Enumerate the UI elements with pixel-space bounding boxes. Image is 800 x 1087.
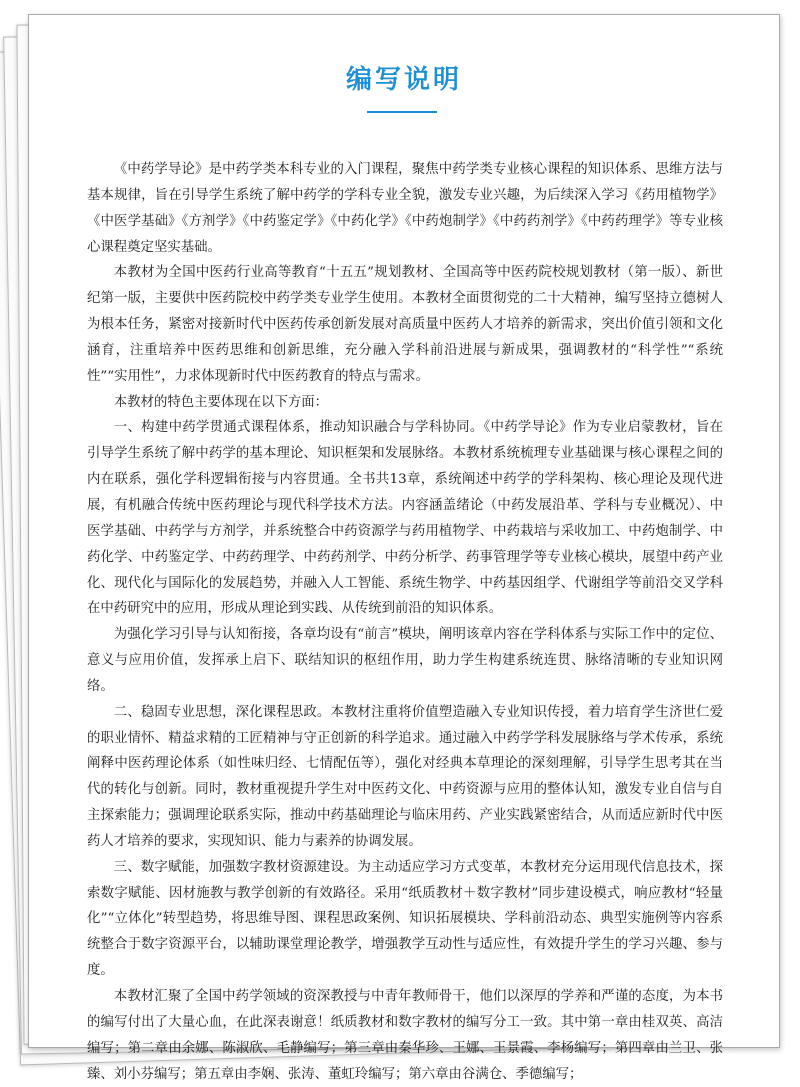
paragraph-features-lead: 本教材的特色主要体现在以下方面： xyxy=(113,394,329,410)
paragraph-intro: 《中药学导论》是中药学类本科专业的入门课程，聚焦中药学类专业核心课程的知识体系、思维方法与基本规律，旨在引导学生系统了解中药学的学科专业全貌，激发专业兴趣，为后续深入学习《药用植物学》《中医学基础》《方剂学》《中药鉴定学》《中药化学》《中药炮制学》《中药药剂学》《中药药理学》等专业核心课程奠定坚实基础。 xyxy=(87,162,723,255)
paragraph-feature-1: 一、构建中药学贯通式课程体系，推动知识融合与学科协同。《中药学导论》作为专业启蒙教材，旨在引导学生系统了解中药学的基本理论、知识框架和发展脉络。本教材系统梳理专业基础课与核心课程之间的内在联系，强化学科逻辑衔接与内容贯通。全书共13章，系统阐述中药学的学科架构、核心理论及现代进展，有机融合传统中医药理论与现代科学技术方法。内容涵盖绪论（中药发展沿革、学科与专业概况）、中医学基础、中药学与方剂学，并系统整合中药资源学与药用植物学、中药栽培与采收加工、中药炮制学、中药化学、中药鉴定学、中药药理学、中药药剂学、中药分析学、药事管理学等专业核心模块，展望中药产业化、现代化与国际化的发展趋势，并融入人工智能、系统生物学、中药基因组学、代谢组学等前沿交叉学科在中药研究中的应用，形成从理论到实践、从传统到前沿的知识体系。 xyxy=(87,420,723,617)
page-title: 编写说明 xyxy=(345,65,462,95)
paragraph-feature-1-detail: 为强化学习引导与认知衔接，各章均设有“前言”模块，阐明该章内容在学科体系与实际工作中的定位、意义与应用价值，发挥承上启下、联结知识的枢纽作用，助力学生构建系统连贯、脉络清晰的专业知识网络。 xyxy=(87,627,723,694)
document-body xyxy=(87,157,723,1087)
paragraph-feature-2: 二、稳固专业思想，深化课程思政。本教材注重将价值塑造融入专业知识传授，着力培育学生济世仁爱的职业情怀、精益求精的工匠精神与守正创新的科学追求。通过融入中药学学科发展脉络与学术传承，系统阐释中医药理论体系（如性味归经、七情配伍等），强化对经典本草理论的深刻理解，引导学生思考其在当代的转化与创新。同时，教材重视提升学生对中医药文化、中药资源与应用的整体认知，激发专业自信与自主探索能力；强调理论联系实际，推动中药基础理论与临床用药、产业实践紧密结合，从而适应新时代中医药人才培养的要求，实现知识、能力与素养的协调发展。 xyxy=(87,704,723,849)
paragraph-authors: 本教材汇聚了全国中药学领域的资深教授与中青年教师骨干，他们以深厚的学养和严谨的态度，为本书的编写付出了大量心血，在此深表谢意！纸质教材和数字教材的编写分工一致。其中第一章由桂双英、高洁编写；第二章由余娜、陈淑欣、毛静编写；第三章由秦华珍、王娜、王景霞、李杨编写；第四章由兰卫、张臻、刘小芬编写；第五章由李娴、张涛、董虹玲编写；第六章由谷满仓、季德编写； xyxy=(87,989,723,1082)
paragraph-feature-3: 三、数字赋能，加强数字教材资源建设。为主动适应学习方式变革，本教材充分运用现代信息技术，探索数字赋能、因材施教与教学创新的有效路径。采用“纸质教材＋数字教材”同步建设模式，响应教材“轻量化”“立体化”转型趋势，将思维导图、课程思政案例、知识拓展模块、学科前沿动态、典型实施例等内容系统整合于数字资源平台，以辅助课堂理论教学，增强教学互动性与适应性，有效提升学生的学习兴趣、参与度。 xyxy=(87,859,723,979)
title-underline xyxy=(367,111,437,113)
paragraph-positioning: 本教材为全国中医药行业高等教育“十五五”规划教材、全国高等中医药院校规划教材（第一版）、新世纪第一版，主要供中医药院校中药学类专业学生使用。本教材全面贯彻党的二十大精神，编写坚持立德树人为根本任务，紧密对接新时代中医药传承创新发展对高质量中医药人才培养的新需求，突出价值引领和文化涵育，注重培养中医药思维和创新思维，充分融入学科前沿进展与新成果，强调教材的“科学性”“系统性”“实用性”，力求体现新时代中医药教育的特点与需求。 xyxy=(87,265,723,384)
document-page xyxy=(28,14,780,1082)
